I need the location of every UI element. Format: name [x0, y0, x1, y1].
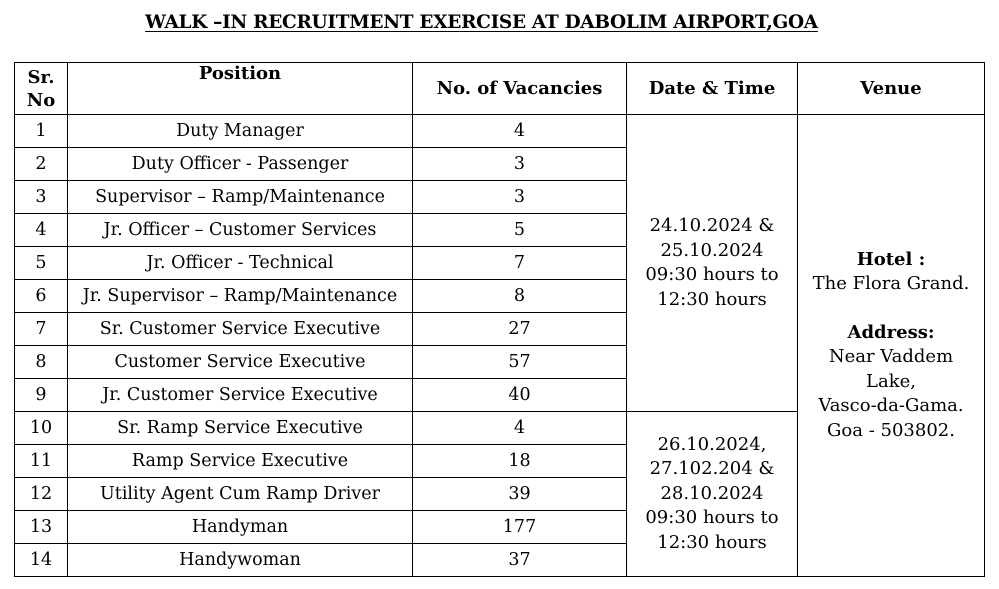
vacancies-cell: 8	[413, 280, 627, 313]
vacancies-cell: 4	[413, 412, 627, 445]
vacancies-cell: 40	[413, 379, 627, 412]
date-time-cell	[627, 412, 798, 577]
recruitment-table	[14, 62, 985, 577]
date-time-line: 28.10.2024	[660, 482, 764, 504]
sr-no-cell: 14	[15, 544, 68, 577]
header-position: Position	[68, 63, 413, 115]
date-time-line: 25.10.2024	[660, 239, 764, 261]
header-venue: Venue	[798, 63, 985, 115]
position-cell: Jr. Supervisor – Ramp/Maintenance	[68, 280, 413, 313]
date-time-line: 09:30 hours to	[645, 264, 779, 285]
sr-no-cell: 6	[15, 280, 68, 313]
position-cell: Jr. Customer Service Executive	[68, 379, 413, 412]
venue-hotel-name: The Flora Grand.	[812, 273, 970, 295]
sr-no-cell: 2	[15, 148, 68, 181]
sr-no-cell: 12	[15, 478, 68, 511]
vacancies-cell: 4	[413, 115, 627, 148]
sr-no-cell: 5	[15, 247, 68, 280]
position-cell: Handyman	[68, 511, 413, 544]
position-cell: Handywoman	[68, 544, 413, 577]
vacancies-cell: 3	[413, 181, 627, 214]
sr-no-cell: 1	[15, 115, 68, 148]
venue-address-line: Goa - 503802.	[827, 419, 955, 441]
header-date-time: Date & Time	[627, 63, 798, 115]
vacancies-cell: 27	[413, 313, 627, 346]
header-vacancies: No. of Vacancies	[413, 63, 627, 115]
vacancies-cell: 18	[413, 445, 627, 478]
position-cell: Sr. Customer Service Executive	[68, 313, 413, 346]
header-sr-line1: Sr.	[27, 66, 55, 88]
vacancies-cell: 7	[413, 247, 627, 280]
table-body	[15, 115, 985, 577]
sr-no-cell: 13	[15, 511, 68, 544]
vacancies-cell: 39	[413, 478, 627, 511]
vacancies-cell: 5	[413, 214, 627, 247]
date-time-line: 09:30 hours to	[645, 507, 779, 529]
date-time-line: 27.102.204 &	[649, 458, 775, 480]
venue-spacer	[798, 297, 984, 321]
venue-address-line: Near Vaddem	[828, 346, 954, 368]
position-cell: Duty Manager	[68, 115, 413, 148]
position-cell: Utility Agent Cum Ramp Driver	[68, 478, 413, 511]
date-time-cell	[627, 115, 798, 412]
position-cell: Customer Service Executive	[68, 346, 413, 379]
venue-cell	[798, 115, 985, 577]
sr-no-cell: 9	[15, 379, 68, 412]
position-cell: Supervisor – Ramp/Maintenance	[68, 181, 413, 214]
position-cell: Ramp Service Executive	[68, 445, 413, 478]
page-title: WALK –IN RECRUITMENT EXERCISE AT DABOLIM AIRPORT,GOA	[145, 12, 818, 33]
header-sr-no	[15, 63, 68, 115]
header-sr-line2: No	[26, 89, 56, 111]
sr-no-cell: 7	[15, 313, 68, 346]
table-header-row	[15, 63, 985, 115]
position-cell: Jr. Officer - Technical	[68, 247, 413, 280]
date-time-line: 12:30 hours	[657, 531, 767, 553]
date-time-line: 26.10.2024,	[657, 433, 767, 455]
table-row	[15, 115, 985, 148]
vacancies-cell: 57	[413, 346, 627, 379]
vacancies-cell: 3	[413, 148, 627, 181]
position-cell: Duty Officer - Passenger	[68, 148, 413, 181]
venue-address-line: Vasco-da-Gama.	[818, 395, 964, 417]
date-time-line: 24.10.2024 &	[649, 215, 775, 236]
position-cell: Sr. Ramp Service Executive	[68, 412, 413, 445]
sr-no-cell: 4	[15, 214, 68, 247]
vacancies-cell: 37	[413, 544, 627, 577]
venue-address-line: Lake,	[866, 370, 916, 392]
position-cell: Jr. Officer – Customer Services	[68, 214, 413, 247]
sr-no-cell: 10	[15, 412, 68, 445]
sr-no-cell: 11	[15, 445, 68, 478]
venue-hotel-label: Hotel :	[856, 248, 926, 270]
vacancies-cell: 177	[413, 511, 627, 544]
venue-address-label: Address:	[847, 321, 935, 343]
date-time-line: 12:30 hours	[657, 288, 767, 310]
sr-no-cell: 8	[15, 346, 68, 379]
sr-no-cell: 3	[15, 181, 68, 214]
